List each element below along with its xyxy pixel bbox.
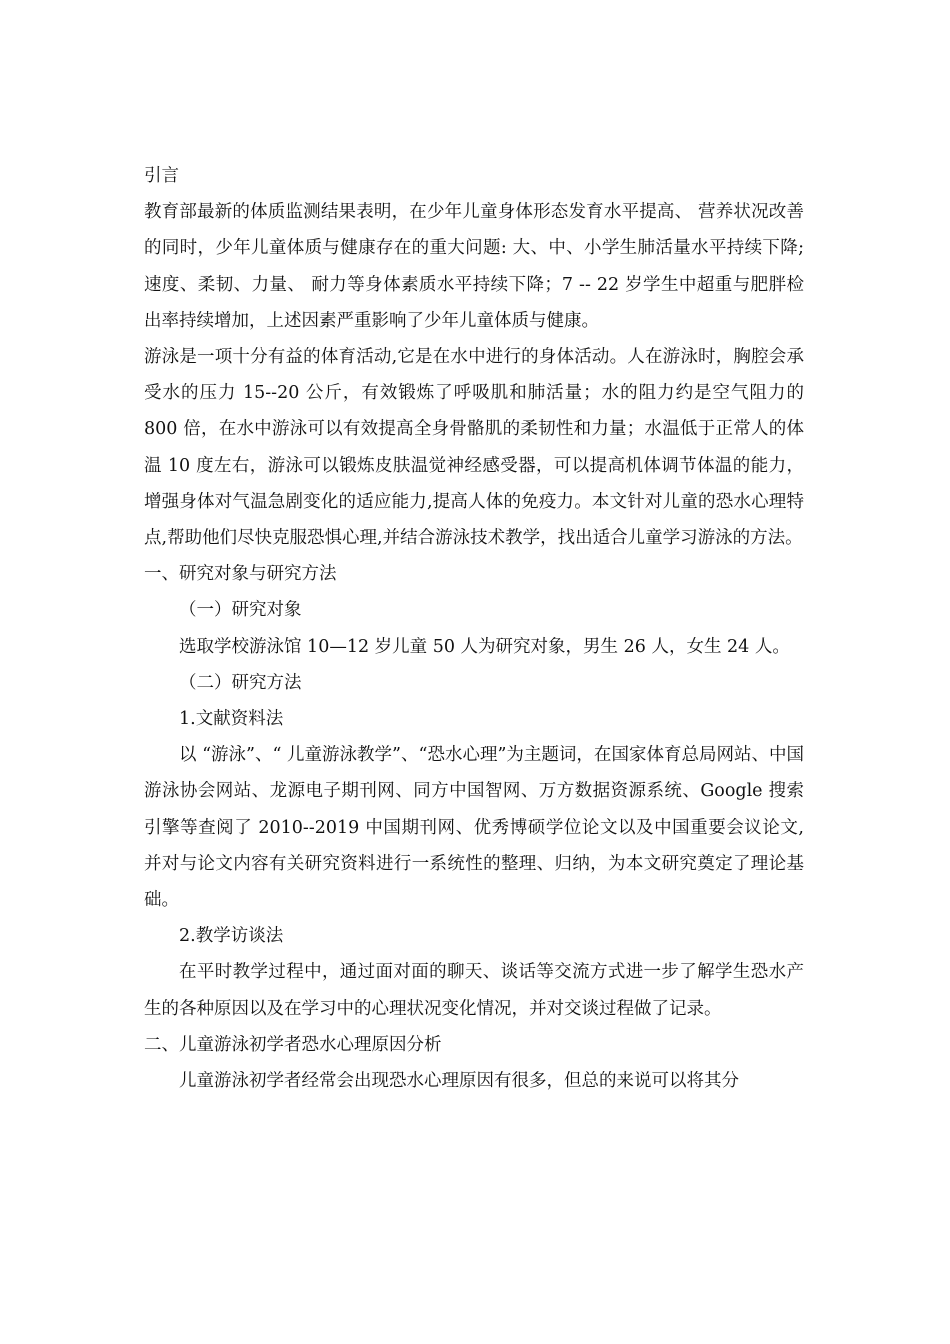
subsection-1-paragraph: 选取学校游泳馆 10—12 岁儿童 50 人为研究对象，男生 26 人，女生 24 人。 [179, 636, 790, 657]
method-1-paragraph: 以 “游泳”、“ 儿童游泳教学”、“恐水心理”为主题词，在国家体育总局网站、中国游泳协会网站、龙源电子期刊网、同方中国智网、万方数据资源系统、Google 搜索引擎等查阅了 2010--2019 中国期刊网、优秀博硕学位论文以及中国重要会议论文,并对与论文内容有关研究资料进行一系统性的整理、归纳，为本文研究奠定了理论基础。 [144, 745, 804, 911]
section-2-title: 二、儿童游泳初学者恐水心理原因分析 [144, 1034, 442, 1055]
section-1-title: 一、研究对象与研究方法 [144, 564, 337, 585]
document-body [144, 158, 804, 1099]
intro-paragraph-1: 教育部最新的体质监测结果表明，在少年儿童身体形态发育水平提高、 营养状况改善的同时，少年儿童体质与健康存在的重大问题: 大、中、小学生肺活量水平持续下降; 速度、柔韧、力量、 耐力等身体素质水平持续下降；7 -- 22 岁学生中超重与肥胖检出率持续增加，上述因素严重影响了少年儿童体质与健康。 [144, 202, 804, 331]
method-1-title: 1.文献资料法 [179, 709, 284, 730]
method-2-paragraph: 在平时教学过程中，通过面对面的聊天、谈话等交流方式进一步了解学生恐水产生的各种原因以及在学习中的心理状况变化情况，并对交谈过程做了记录。 [144, 962, 804, 1019]
method-2-title: 2.教学访谈法 [179, 926, 284, 947]
intro-heading: 引言 [144, 166, 179, 186]
subsection-1-title: （一）研究对象 [179, 600, 302, 621]
subsection-2-title: （二）研究方法 [179, 672, 302, 693]
intro-paragraph-2: 游泳是一项十分有益的体育活动,它是在水中进行的身体活动。人在游泳时，胸腔会承受水的压力 15--20 公斤，有效锻炼了呼吸肌和肺活量；水的阻力约是空气阻力的 800 倍，在水中游泳可以有效提高全身骨骼肌的柔韧性和力量；水温低于正常人的体温 10 度左右，游泳可以锻炼皮肤温觉神经感受器，可以提高机体调节体温的能力，增强身体对气温急剧变化的适应能力,提高人体的免疫力。本文针对儿童的恐水心理特点,帮助他们尽快克服恐惧心理,并结合游泳技术教学，找出适合儿童学习游泳的方法。 [144, 347, 804, 549]
section-2-paragraph: 儿童游泳初学者经常会出现恐水心理原因有很多，但总的来说可以将其分 [179, 1071, 739, 1092]
